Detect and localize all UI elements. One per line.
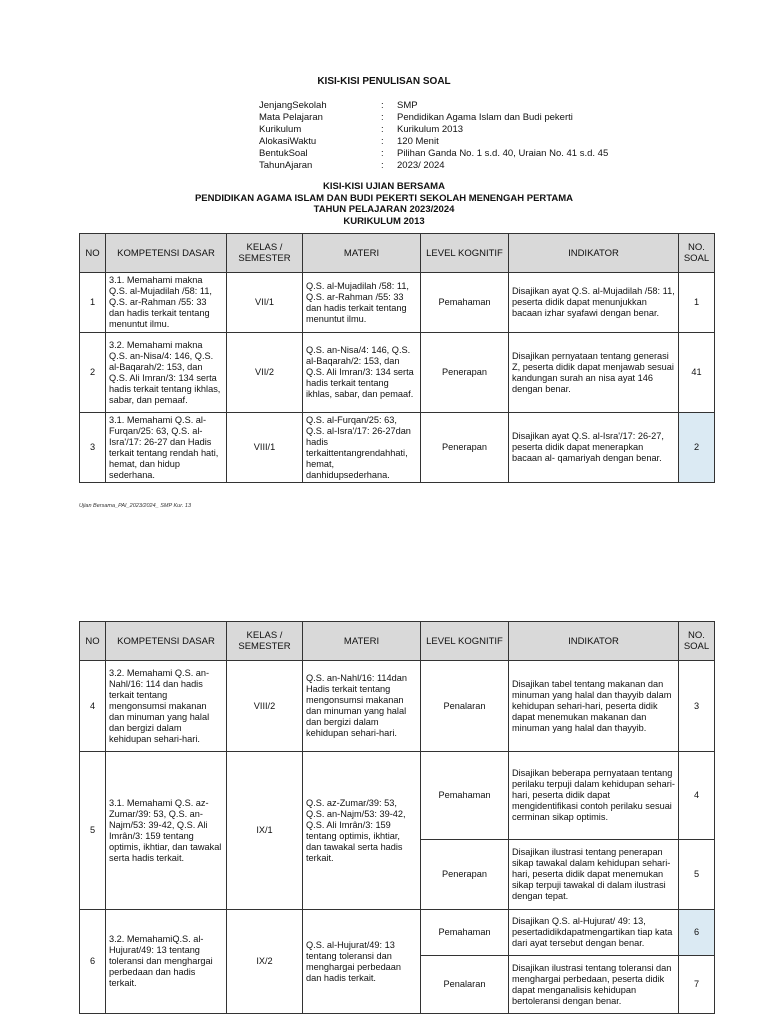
table-row bbox=[80, 273, 715, 333]
col-kompetensi: KOMPETENSI DASAR bbox=[106, 234, 227, 273]
info-row-alokasi bbox=[259, 136, 608, 148]
info-value: 2023/ 2024 bbox=[397, 160, 445, 171]
cell-indikator: Disajikan pernyataan tentang generasi Z, peserta didik dapat menjawab sesuai kandungan surah an nisa ayat 146 dengan benar. bbox=[509, 333, 679, 413]
cell-no: 5 bbox=[80, 752, 106, 910]
cell-no: 4 bbox=[80, 661, 106, 752]
cell-kompetensi: 3.1. Memahami Q.S. al-Furqan/25: 63, Q.S. al-Isra'/17: 26-27 dan Hadis terkait tentang rendah hati, hemat, dan hidup sederhana. bbox=[106, 413, 227, 483]
cell-soal: 4 bbox=[679, 752, 715, 840]
cell-soal: 6 bbox=[679, 910, 715, 956]
col-indikator: INDIKATOR bbox=[509, 234, 679, 273]
info-label: TahunAjaran bbox=[259, 160, 313, 171]
cell-no: 2 bbox=[80, 333, 106, 413]
info-value: SMP bbox=[397, 100, 418, 111]
cell-indikator: Disajikan Q.S. al-Hujurat/ 49: 13, pesertadidikdapatmengartikan tiap kata dari ayat tersebut dengan benar. bbox=[509, 910, 679, 956]
cell-materi: Q.S. an-Nahl/16: 114dan Hadis terkait tentang mengonsumsi makanan dan minuman yang halal dan bergizi dalam kehidupan sehari-hari. bbox=[303, 661, 421, 752]
cell-indikator: Disajikan ilustrasi tentang toleransi dan menghargai perbedaan, peserta didik dapat menganalisis kehidupan bertoleransi dengan benar. bbox=[509, 956, 679, 1014]
cell-level: Penerapan bbox=[421, 333, 509, 413]
cell-no: 1 bbox=[80, 273, 106, 333]
info-label: Mata Pelajaran bbox=[259, 112, 323, 123]
cell-level: Penerapan bbox=[421, 840, 509, 910]
col-level: LEVEL KOGNITIF bbox=[421, 622, 509, 661]
table-row bbox=[80, 413, 715, 483]
kisi-table-page-1 bbox=[79, 233, 715, 483]
cell-materi: Q.S. al-Furqan/25: 63, Q.S. al-Isra'/17: 26-27dan hadis terkaittentangrendahhati, hemat, danhidupsederhana. bbox=[303, 413, 421, 483]
info-row-mapel bbox=[259, 112, 608, 124]
cell-indikator: Disajikan tabel tentang makanan dan minuman yang halal dan thayyib dalam kehidupan sehari-hari, peserta didik dapat menemukan makanan dan minuman yang halal dan thayyib. bbox=[509, 661, 679, 752]
info-colon: : bbox=[381, 112, 384, 123]
cell-materi: Q.S. al-Hujurat/49: 13 tentang toleransi dan menghargai perbedaan dan hadis terkait. bbox=[303, 910, 421, 1014]
cell-indikator: Disajikan beberapa pernyataan tentang perilaku terpuji dalam kehidupan sehari-hari, peserta didik dapat mengidentifikasi contoh perilaku sesuai cerminan sikap optimis. bbox=[509, 752, 679, 840]
info-value: Pilihan Ganda No. 1 s.d. 40, Uraian No. 41 s.d. 45 bbox=[397, 148, 609, 159]
col-no: NO bbox=[80, 622, 106, 661]
table-row bbox=[80, 661, 715, 752]
cell-level: Pemahaman bbox=[421, 273, 509, 333]
cell-no: 6 bbox=[80, 910, 106, 1014]
cell-level: Penalaran bbox=[421, 661, 509, 752]
info-label: BentukSoal bbox=[259, 148, 308, 159]
cell-materi: Q.S. al-Mujadilah /58: 11, Q.S. ar-Rahman /55: 33 dan hadis terkait tentang menuntut ilmu. bbox=[303, 273, 421, 333]
cell-kelas: VII/2 bbox=[227, 333, 303, 413]
info-row-tahun bbox=[259, 160, 608, 172]
cell-soal: 2 bbox=[679, 413, 715, 483]
kisi-table-page-2 bbox=[79, 621, 715, 1014]
cell-indikator: Disajikan ayat Q.S. al-Mujadilah /58: 11, peserta didik dapat menunjukkan bacaan izhar syafawi dengan benar. bbox=[509, 273, 679, 333]
info-colon: : bbox=[381, 100, 384, 111]
cell-soal: 5 bbox=[679, 840, 715, 910]
cell-level: Pemahaman bbox=[421, 910, 509, 956]
info-row-kurikulum bbox=[259, 124, 608, 136]
heading-tahun: TAHUN PELAJARAN 2023/2024 bbox=[313, 204, 455, 215]
info-colon: : bbox=[381, 136, 384, 147]
info-label: Kurikulum bbox=[259, 124, 302, 135]
info-label: AlokasiWaktu bbox=[259, 136, 317, 147]
info-row-jenjang bbox=[259, 100, 608, 112]
cell-soal: 41 bbox=[679, 333, 715, 413]
info-value: Pendidikan Agama Islam dan Budi pekerti bbox=[397, 112, 573, 123]
info-colon: : bbox=[381, 124, 384, 135]
col-soal: NO. SOAL bbox=[679, 234, 715, 273]
cell-indikator: Disajikan ilustrasi tentang penerapan sikap tawakal dalam kehidupan sehari-hari, peserta didik dapat menemukan sikap terpuji tawakal di dalam ilustrasi dengan tepat. bbox=[509, 840, 679, 910]
cell-kelas: VII/1 bbox=[227, 273, 303, 333]
col-kelas: KELAS / SEMESTER bbox=[227, 234, 303, 273]
col-materi: MATERI bbox=[303, 234, 421, 273]
info-colon: : bbox=[381, 148, 384, 159]
cell-kelas: IX/2 bbox=[227, 910, 303, 1014]
cell-soal: 3 bbox=[679, 661, 715, 752]
section-headings bbox=[0, 181, 768, 227]
cell-materi: Q.S. an-Nisa/4: 146, Q.S. al-Baqarah/2: 153, dan Q.S. Ali Imran/3: 134 serta hadis terkait tentang ikhlas, sabar, dan pemaaf. bbox=[303, 333, 421, 413]
heading-ujian: KISI-KISI UJIAN BERSAMA bbox=[323, 181, 445, 192]
page-footer: Ujian Bersama_PAI_2023/2024_ SMP Kur. 13 bbox=[79, 503, 192, 509]
cell-kompetensi: 3.2. Memahami makna Q.S. an-Nisa/4: 146, Q.S. al-Baqarah/2: 153, dan Q.S. Ali Imran/3: 134 serta hadis terkait tentang ikhlas, sabar, dan pemaaf. bbox=[106, 333, 227, 413]
cell-kelas: VIII/2 bbox=[227, 661, 303, 752]
col-materi: MATERI bbox=[303, 622, 421, 661]
col-kompetensi: KOMPETENSI DASAR bbox=[106, 622, 227, 661]
info-block bbox=[259, 100, 608, 172]
table-row bbox=[80, 910, 715, 956]
cell-level: Pemahaman bbox=[421, 752, 509, 840]
cell-level: Penerapan bbox=[421, 413, 509, 483]
col-no: NO bbox=[80, 234, 106, 273]
cell-level: Penalaran bbox=[421, 956, 509, 1014]
document-title: KISI-KISI PENULISAN SOAL bbox=[317, 76, 451, 87]
cell-kompetensi: 3.2. Memahami Q.S. an-Nahl/16: 114 dan hadis terkait tentang mengonsumsi makanan dan minuman yang halal dan bergizi dalam kehidupan sehari-hari. bbox=[106, 661, 227, 752]
cell-materi: Q.S. az-Zumar/39: 53, Q.S. an-Najm/53: 39-42, Q.S. Ali Imrân/3: 159 tentang optimis, ikhtiar, dan tawakal serta hadis terkait. bbox=[303, 752, 421, 910]
cell-kompetensi: 3.1. Memahami makna Q.S. al-Mujadilah /58: 11, Q.S. ar-Rahman /55: 33 dan hadis terkait tentang menuntut ilmu. bbox=[106, 273, 227, 333]
info-value: 120 Menit bbox=[397, 136, 439, 147]
table-row bbox=[80, 333, 715, 413]
cell-kompetensi: 3.2. MemahamiQ.S. al-Hujurat/49: 13 tentang toleransi dan menghargai perbedaan dan hadis terkait. bbox=[106, 910, 227, 1014]
info-colon: : bbox=[381, 160, 384, 171]
cell-kelas: VIII/1 bbox=[227, 413, 303, 483]
info-row-bentuk bbox=[259, 148, 608, 160]
heading-mapel: PENDIDIKAN AGAMA ISLAM DAN BUDI PEKERTI SEKOLAH MENENGAH PERTAMA bbox=[194, 192, 574, 204]
cell-indikator: Disajikan ayat Q.S. al-Isra'/17: 26-27, peserta didik dapat menerapkan bacaan al- qamariyah dengan benar. bbox=[509, 413, 679, 483]
cell-kelas: IX/1 bbox=[227, 752, 303, 910]
cell-no: 3 bbox=[80, 413, 106, 483]
heading-kurikulum: KURIKULUM 2013 bbox=[343, 215, 425, 227]
table-header-row bbox=[80, 622, 715, 661]
info-value: Kurikulum 2013 bbox=[397, 124, 464, 135]
table-header-row bbox=[80, 234, 715, 273]
col-soal: NO. SOAL bbox=[679, 622, 715, 661]
cell-soal: 7 bbox=[679, 956, 715, 1014]
col-level: LEVEL KOGNITIF bbox=[421, 234, 509, 273]
cell-soal: 1 bbox=[679, 273, 715, 333]
col-kelas: KELAS / SEMESTER bbox=[227, 622, 303, 661]
info-label: JenjangSekolah bbox=[259, 100, 327, 111]
table-row bbox=[80, 752, 715, 840]
cell-kompetensi: 3.1. Memahami Q.S. az-Zumar/39: 53, Q.S. an-Najm/53: 39-42, Q.S. Ali Imrân/3: 159 tentang optimis, ikhtiar, dan tawakal serta hadis terkait. bbox=[106, 752, 227, 910]
col-indikator: INDIKATOR bbox=[509, 622, 679, 661]
